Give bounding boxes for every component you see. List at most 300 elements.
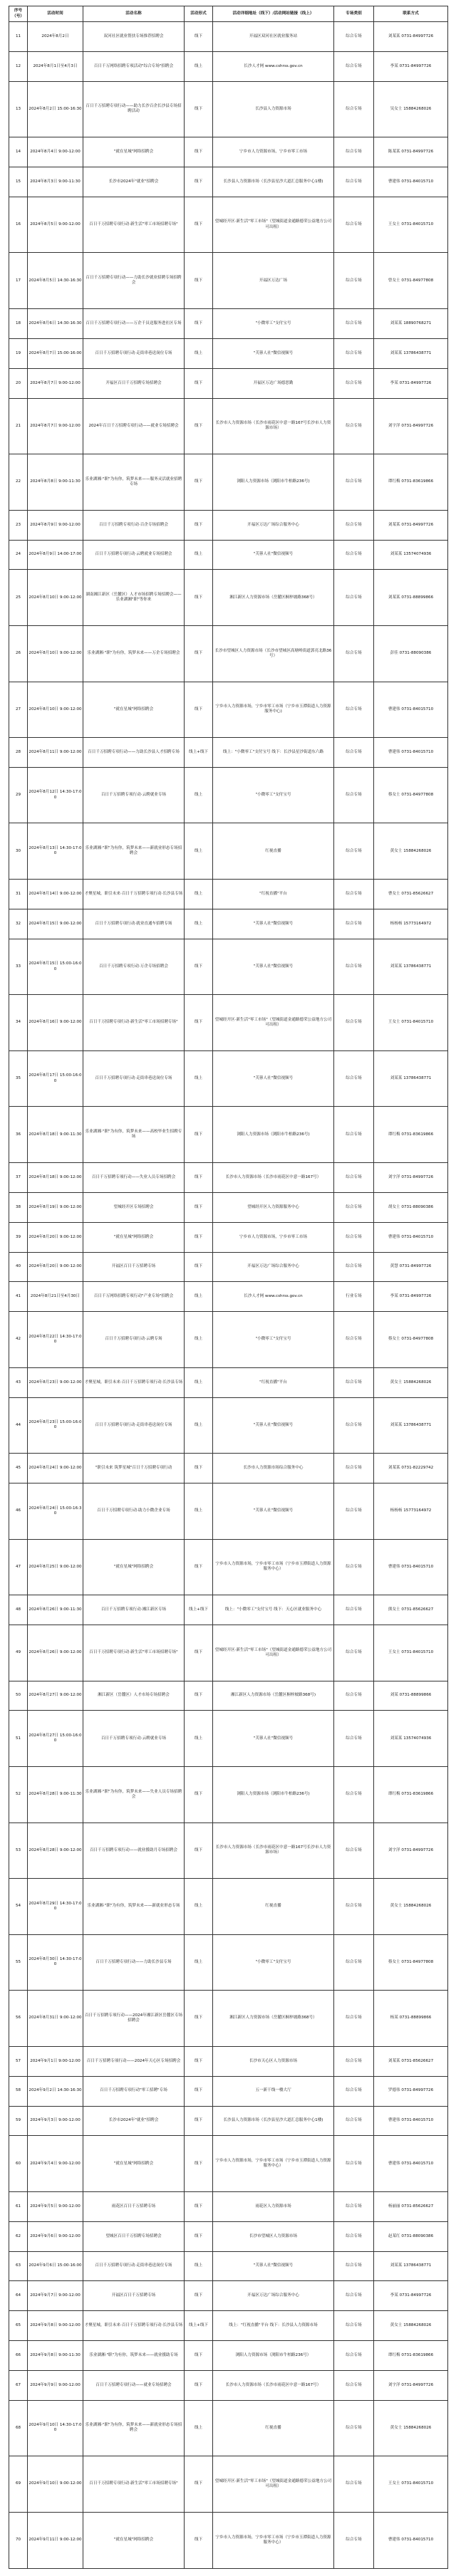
table-row: [9, 1397, 448, 1454]
event-time: 2024年9月8日 9:00-12:00: [28, 2311, 83, 2341]
event-form: 线上+线下: [185, 2311, 213, 2341]
event-form: 线上: [185, 823, 213, 880]
event-form: 线下: [185, 2281, 213, 2311]
event-category: 综合专场: [334, 1454, 374, 1483]
event-time: 2024年8月16日 9:00-12:00: [28, 995, 83, 1051]
event-address: 湘江新区人力资源市场（岳麓区桐梓坡路368号）: [213, 570, 334, 626]
event-contact: 王女士 0731-84015710: [374, 2456, 448, 2513]
event-address: 浏阳人力资源市场（浏阳市牛柏路236号): [213, 1766, 334, 1823]
table-row: [9, 1625, 448, 1681]
event-contact: 谭红梅 0731-83619866: [374, 1766, 448, 1823]
table-row: [9, 939, 448, 995]
event-time: 2024年8月14日 9:00-12:00: [28, 880, 83, 909]
event-category: 综合专场: [334, 1367, 374, 1397]
row-number: 36: [9, 1107, 28, 1163]
event-address: 开福区双河社区就业服务站: [213, 22, 334, 52]
event-category: 综合专场: [334, 1991, 374, 2047]
event-name: 望城区百日千万招聘专场招聘会: [83, 2221, 185, 2251]
event-address: 开福区万达广场综合服务中心: [213, 2281, 334, 2311]
table-row: [9, 510, 448, 540]
event-name: 百日千万招聘专项行动·百企专场招聘会: [83, 510, 185, 540]
row-number: 19: [9, 338, 28, 368]
event-category: 综合专场: [334, 1539, 374, 1595]
event-address: "芙蓉人社"微信视频号: [213, 1483, 334, 1539]
event-category: 综合专场: [334, 1397, 374, 1454]
event-form: 线上: [185, 1397, 213, 1454]
event-time: 2024年8月10日 9:00-12:00: [28, 625, 83, 682]
event-time: 2024年9月2日 14:30-16:30: [28, 2076, 83, 2106]
event-category: 综合专场: [334, 2400, 374, 2456]
event-form: 线下: [185, 2136, 213, 2192]
event-form: 线上: [185, 2251, 213, 2281]
row-number: 58: [9, 2076, 28, 2106]
row-number: 67: [9, 2370, 28, 2400]
event-time: 2024年8月7日 9:00-12:00: [28, 398, 83, 454]
event-name: "就在星城"网络招聘会: [83, 137, 185, 167]
event-name: 乐业湖湘·"职"为有你，筑梦未来——新就业形态专场招聘会: [83, 2400, 185, 2456]
event-category: 综合专场: [334, 823, 374, 880]
table-row: [9, 540, 448, 570]
row-number: 24: [9, 540, 28, 570]
event-address: 宁乡市人力资源市场，宁乡市零工市场（宁乡市玉潭街道人力资源服务中心）: [213, 2136, 334, 2192]
event-category: 综合专场: [334, 137, 374, 167]
event-time: 2024年9月10日 14:30-17:00: [28, 2400, 83, 2456]
table-row: [9, 368, 448, 398]
event-time: 2024年8月2日: [28, 22, 83, 52]
event-category: 综合专场: [334, 2311, 374, 2341]
table-row: [9, 137, 448, 167]
table-row: [9, 1934, 448, 1991]
event-contact: 曹女士 0731-85626627: [374, 880, 448, 909]
event-name: 乐业湖湘·"职"为有你，筑梦未来——失业人员专场招聘会: [83, 1766, 185, 1823]
event-category: 综合专场: [334, 2341, 374, 2371]
row-number: 21: [9, 398, 28, 454]
event-category: 综合专场: [334, 570, 374, 626]
event-address: 宁乡市人力资源市场，宁乡市零工市场: [213, 1222, 334, 1252]
event-address: 长沙市人力资源市场（长沙市雨花区中意一路167号）: [213, 1163, 334, 1193]
row-number: 68: [9, 2400, 28, 2456]
event-time: 2024年9月7日 9:00-12:00: [28, 2281, 83, 2311]
header-form: 活动形式: [185, 6, 213, 22]
row-number: 17: [9, 253, 28, 309]
event-time: 2024年8月4日 9:00-12:00: [28, 137, 83, 167]
row-number: 42: [9, 1312, 28, 1368]
row-number: 66: [9, 2341, 28, 2371]
event-contact: 刘某 0731-88899866: [374, 1681, 448, 1711]
event-address: 长沙市人力资源市场（长沙市雨花区中意一路167号长沙市人力资源市场）: [213, 1823, 334, 1879]
event-name: 百日千万招聘专项行动·新生活"零工市场招聘专场": [83, 2456, 185, 2513]
event-name: 双河社区就业帮扶专场推荐招聘会: [83, 22, 185, 52]
event-name: 乐业湖湘·"职"为有你，筑梦未来——新就业形态专场招聘会: [83, 823, 185, 880]
event-form: 线下: [185, 2221, 213, 2251]
event-form: 线上: [185, 880, 213, 909]
event-contact: 黄女士 15884268026: [374, 2400, 448, 2456]
row-number: 40: [9, 1252, 28, 1282]
row-number: 14: [9, 137, 28, 167]
event-form: 线下: [185, 1681, 213, 1711]
row-number: 34: [9, 995, 28, 1051]
row-number: 13: [9, 81, 28, 137]
event-contact: 曹建伟 0731-84015710: [374, 167, 448, 197]
event-address: "芙蓉人社"微信视频号: [213, 1050, 334, 1107]
event-form: 线下: [185, 625, 213, 682]
event-address: 开福区万达广场: [213, 253, 334, 309]
row-number: 50: [9, 1681, 28, 1711]
event-form: 线下: [185, 1163, 213, 1193]
event-address: 宁乡市人力资源市场，宁乡市零工市场（宁乡市玉潭街道人力资源服务中心）: [213, 1539, 334, 1595]
row-number: 62: [9, 2221, 28, 2251]
event-name: 百日千万招聘专项行动——失业人员专场招聘会: [83, 1163, 185, 1193]
event-form: 线下: [185, 1823, 213, 1879]
event-address: 宁乡市人力资源市场，宁乡市零工市场: [213, 137, 334, 167]
row-number: 16: [9, 197, 28, 253]
table-row: [9, 2076, 448, 2106]
row-number: 30: [9, 823, 28, 880]
event-contact: 李某 0731-84997726: [374, 2281, 448, 2311]
table-row: [9, 1681, 448, 1711]
event-address: 开福区万达广场德思勤: [213, 368, 334, 398]
event-time: 2024年8月6日 14:30-16:30: [28, 309, 83, 339]
table-row: [9, 767, 448, 823]
event-category: 综合专场: [334, 1483, 374, 1539]
header-no: 序号（号）: [9, 6, 28, 22]
event-category: 综合专场: [334, 939, 374, 995]
event-contact: 刘某某 13574074936: [374, 1711, 448, 1767]
event-form: 线上+线下: [185, 1595, 213, 1625]
event-category: 综合专场: [334, 1934, 374, 1991]
event-address: 浏阳人力资源市场（浏阳市牛柏路236号）: [213, 2341, 334, 2371]
event-category: 综合专场: [334, 338, 374, 368]
event-time: 2024年8月24日 9:00-12:00: [28, 1454, 83, 1483]
event-time: 2024年8月3日 9:00-11:30: [28, 167, 83, 197]
event-contact: 赵某红 0731-88090386: [374, 2221, 448, 2251]
event-form: 线下: [185, 682, 213, 738]
event-form: 线下: [185, 2106, 213, 2136]
event-name: 开福区百日千万招聘专场: [83, 2281, 185, 2311]
event-name: 百日千万网络招聘专项行动"产业专场"招聘会: [83, 1282, 185, 1312]
event-form: 线下: [185, 197, 213, 253]
event-category: 综合专场: [334, 167, 374, 197]
table-row: [9, 880, 448, 909]
header-address: 活动详细地址（线下）/活动网站链接（线上）: [213, 6, 334, 22]
event-address: "红视直播"平台: [213, 1367, 334, 1397]
row-number: 28: [9, 738, 28, 768]
row-number: 45: [9, 1454, 28, 1483]
event-form: 线下: [185, 22, 213, 52]
row-number: 18: [9, 309, 28, 339]
event-name: 望城经开区专场招聘会: [83, 1192, 185, 1222]
event-name: 百日千万招聘专项行动·走街串巷送岗位专场: [83, 1397, 185, 1454]
table-row: [9, 1595, 448, 1625]
event-category: 综合专场: [334, 625, 374, 682]
event-address: "芙蓉人社"微信视频号: [213, 338, 334, 368]
event-address: "芙蓉人社"微信视频号: [213, 939, 334, 995]
row-number: 49: [9, 1625, 28, 1681]
event-contact: 谭红梅 0731-83619866: [374, 1107, 448, 1163]
event-contact: 杨杨杨 15773164972: [374, 1483, 448, 1539]
row-number: 32: [9, 909, 28, 939]
row-number: 38: [9, 1192, 28, 1222]
row-number: 55: [9, 1934, 28, 1991]
event-category: 综合专场: [334, 51, 374, 81]
event-form: 线下: [185, 2076, 213, 2106]
event-time: 2024年8月18日 9:00-11:30: [28, 1107, 83, 1163]
row-number: 44: [9, 1397, 28, 1454]
event-contact: 刘某某 18890768271: [374, 309, 448, 339]
event-category: 综合专场: [334, 2370, 374, 2400]
event-name: 乐业湖湘·"职"为有你，筑梦未来——新就业形态专场: [83, 1879, 185, 1935]
event-form: 线下: [185, 1192, 213, 1222]
event-address: 宁乡市人力资源市场，宁乡市零工市场（宁乡市玉潭街道人力资源服务中心): [213, 682, 334, 738]
event-contact: 蔡女士 0731-84977808: [374, 1312, 448, 1368]
event-form: 线下: [185, 2046, 213, 2076]
event-form: 线上: [185, 540, 213, 570]
event-address: 五一新干线一楼大厅: [213, 2076, 334, 2106]
event-name: 才聚星城，职引未来·百日千万招聘专项行动·长沙县专场: [83, 1367, 185, 1397]
row-number: 69: [9, 2456, 28, 2513]
row-number: 48: [9, 1595, 28, 1625]
event-name: 开福区百日千万招聘专场: [83, 1252, 185, 1282]
event-name: 百日千万招聘专项行动——就业援助月专场招聘会: [83, 1823, 185, 1879]
row-number: 31: [9, 880, 28, 909]
header-contact: 联系方式: [374, 6, 448, 22]
event-form: 线上: [185, 909, 213, 939]
table-row: [9, 2046, 448, 2076]
table-row: [9, 1539, 448, 1595]
row-number: 63: [9, 2251, 28, 2281]
event-time: 2024年8月15日 9:00-12:00: [28, 909, 83, 939]
event-category: 综合专场: [334, 1192, 374, 1222]
event-category: 综合专场: [334, 81, 374, 137]
event-form: 线下: [185, 81, 213, 137]
event-time: 2024年8月20日 9:00-12:00: [28, 1252, 83, 1282]
event-contact: 刘某某 13786438771: [374, 338, 448, 368]
event-form: 线下: [185, 2341, 213, 2371]
event-time: 2024年8月2日 15:00-16:30: [28, 81, 83, 137]
event-form: 线下: [185, 309, 213, 339]
event-form: 线上: [185, 1934, 213, 1991]
event-category: 综合专场: [334, 2046, 374, 2076]
event-form: 线上+线下: [185, 738, 213, 768]
event-form: 线下: [185, 1252, 213, 1282]
event-category: 综合专场: [334, 2281, 374, 2311]
event-time: 2024年8月5日 14:30-16:30: [28, 253, 83, 309]
event-name: 百日千万招聘专项行动——力助长沙就业招聘专场招聘会: [83, 253, 185, 309]
event-time: 2024年8月28日 9:00-11:30: [28, 1766, 83, 1823]
event-form: 线上: [185, 51, 213, 81]
event-time: 2024年8月21日至4月30日: [28, 1282, 83, 1312]
row-number: 70: [9, 2512, 28, 2568]
event-category: 综合专场: [334, 197, 374, 253]
event-contact: 刘宇洋 0731-84997726: [374, 1163, 448, 1193]
event-contact: 刘某某 13786438771: [374, 939, 448, 995]
event-name: 百日千万招聘专项行动·走街串巷送岗位专场: [83, 338, 185, 368]
event-category: 综合专场: [334, 880, 374, 909]
event-contact: 曹建伟 0731-84015710: [374, 682, 448, 738]
event-address: "芙蓉人社"微信视频号: [213, 2251, 334, 2281]
event-category: 综合专场: [334, 1222, 374, 1252]
event-category: 综合专场: [334, 909, 374, 939]
table-row: [9, 398, 448, 454]
event-form: 线上: [185, 2400, 213, 2456]
row-number: 65: [9, 2311, 28, 2341]
event-category: 综合专场: [334, 767, 374, 823]
event-category: 综合专场: [334, 1681, 374, 1711]
event-address: 望城经开区·新生活"零工市场"（望城街道金通路德荣公益地方公司可出租）: [213, 197, 334, 253]
event-name: 百日千万招聘专项行动——助力长沙百企长沙县专场招聘活动: [83, 81, 185, 137]
table-row: [9, 81, 448, 137]
event-contact: 王女士 0731-84015710: [374, 995, 448, 1051]
event-form: 线下: [185, 1454, 213, 1483]
event-contact: 杨杨杨 15773164972: [374, 909, 448, 939]
event-name: 才聚星城，职引未来·百日千万招聘专项行动·长沙县专场: [83, 2311, 185, 2341]
event-name: 乐业湖湘·"职"为有你，筑梦未来——就业援助专场: [83, 2341, 185, 2371]
row-number: 29: [9, 767, 28, 823]
event-contact: 黄女士 15884268026: [374, 2311, 448, 2341]
event-category: 综合专场: [334, 2191, 374, 2221]
event-address: "红视直播"平台: [213, 880, 334, 909]
row-number: 56: [9, 1991, 28, 2047]
table-row: [9, 2311, 448, 2341]
event-form: 线下: [185, 570, 213, 626]
event-address: 望城经开区·新生活"零工市场"（望城街道金通路德荣公益地方公司可出租）: [213, 2456, 334, 2513]
table-row: [9, 2370, 448, 2400]
table-row: [9, 1454, 448, 1483]
event-address: 线上："红视直播"平台 线下：长沙县人力资源市场: [213, 2311, 334, 2341]
event-address: 浏阳人力资源市场（浏阳市牛柏路236号): [213, 454, 334, 511]
event-time: 2024年9月6日 9:00-12:00: [28, 2221, 83, 2251]
table-row: [9, 2512, 448, 2568]
row-number: 20: [9, 368, 28, 398]
table-row: [9, 2191, 448, 2221]
event-time: 2024年9月1日 9:00-12:00: [28, 2046, 83, 2076]
event-contact: 刘某某 0731-82229742: [374, 1454, 448, 1483]
event-contact: 杨丽丽 0731-85626627: [374, 2191, 448, 2221]
event-form: 线上: [185, 1050, 213, 1107]
event-time: 2024年8月11日 9:00-12:00: [28, 738, 83, 768]
event-time: 2024年8月12日 14:30-17:00: [28, 767, 83, 823]
event-address: 长沙县人力资源市场（长沙县星沙大道汇总服务中心1楼): [213, 2106, 334, 2136]
event-category: 综合专场: [334, 1163, 374, 1193]
event-time: 2024年8月26日 9:00-11:30: [28, 1595, 83, 1625]
event-category: 综合专场: [334, 682, 374, 738]
event-name: 乐业湖湘·"职"为有你，筑梦未来——万企专场招聘会: [83, 625, 185, 682]
event-contact: 陈某某 0731-84997726: [374, 137, 448, 167]
event-contact: 刘某某 13786438771: [374, 1050, 448, 1107]
event-time: 2024年8月7日 9:00-12:00: [28, 368, 83, 398]
event-contact: 李某 0731-84997726: [374, 51, 448, 81]
event-address: "小微零工"支付宝号: [213, 1934, 334, 1991]
event-address: 长沙人才网 www.cshrss.gov.cn: [213, 51, 334, 81]
event-name: 百日千万招聘专项行动·云聘专场: [83, 1312, 185, 1368]
event-time: 2024年8月26日 9:00-12:00: [28, 1625, 83, 1681]
event-category: 综合专场: [334, 253, 374, 309]
event-name: 百日千万招聘专项行动·就业直通车招聘专场: [83, 909, 185, 939]
event-category: 综合专场: [334, 2076, 374, 2106]
event-address: 长沙市人力资源市场（长沙市雨花区中意一路167号）: [213, 2370, 334, 2400]
row-number: 27: [9, 682, 28, 738]
event-address: 长沙市望城区人力资源市场（长沙市望城区高塘岭街道郭亮北路36号）: [213, 625, 334, 682]
event-form: 线下: [185, 398, 213, 454]
row-number: 46: [9, 1483, 28, 1539]
table-row: [9, 2251, 448, 2281]
event-contact: 彭佳 0731-88090386: [374, 625, 448, 682]
event-form: 线下: [185, 1766, 213, 1823]
event-name: 百日千万招聘专项行动·新生活"零工市场招聘专场": [83, 995, 185, 1051]
event-category: 行业专场: [334, 1282, 374, 1312]
event-category: 综合专场: [334, 2106, 374, 2136]
event-address: 浏阳人力资源市场（浏阳市牛柏路236号): [213, 1107, 334, 1163]
table-row: [9, 1483, 448, 1539]
event-name: 乐业湖湘·"职"为有你，筑梦未来——高校毕业生招聘专场: [83, 1107, 185, 1163]
event-name: 百日千万招聘专项行动——力助长沙县人才招聘专场: [83, 738, 185, 768]
table-row: [9, 1367, 448, 1397]
event-name: 百日千万招聘专项行动·助力小微企业专场: [83, 1483, 185, 1539]
table-row: [9, 682, 448, 738]
event-address: "小微零工"支付宝号: [213, 309, 334, 339]
table-row: [9, 2136, 448, 2192]
event-contact: 黄女士 15884268026: [374, 1367, 448, 1397]
event-form: 线上: [185, 1312, 213, 1368]
event-category: 综合专场: [334, 398, 374, 454]
row-number: 59: [9, 2106, 28, 2136]
event-time: 2024年8月24日 15:00-16:30: [28, 1483, 83, 1539]
table-row: [9, 625, 448, 682]
table-row: [9, 309, 448, 339]
event-address: "小微零工"支付宝号: [213, 1312, 334, 1368]
event-contact: 曹建伟 0731-84015710: [374, 1539, 448, 1595]
event-contact: 谭红梅 0731-83619866: [374, 2341, 448, 2371]
event-name: 百日千万招聘专项行动——万企千员送服务进社区专场: [83, 309, 185, 339]
event-form: 线上: [185, 338, 213, 368]
event-name: 开福区百日千万招聘专场招聘会: [83, 368, 185, 398]
event-address: 宁乡市人力资源市场，宁乡市零工市场（宁乡市玉潭街道人力资源服务中心）: [213, 2512, 334, 2568]
event-address: 红视直播: [213, 823, 334, 880]
table-row: [9, 1163, 448, 1193]
table-row: [9, 1823, 448, 1879]
table-row: [9, 338, 448, 368]
event-contact: 吴女士 15884268026: [374, 81, 448, 137]
event-form: 线下: [185, 2456, 213, 2513]
table-row: [9, 570, 448, 626]
event-contact: 刘某某 13574074936: [374, 540, 448, 570]
event-contact: 刘某某 13786438771: [374, 2251, 448, 2281]
event-name: "就在星城"网络招聘会: [83, 2136, 185, 2192]
event-contact: 刘宇洋 0731-84997726: [374, 2370, 448, 2400]
event-address: 线上："小微零工"支付宝号 线下：长沙县星沙街道东六路: [213, 738, 334, 768]
event-category: 综合专场: [334, 454, 374, 511]
event-address: 湘江新区人力资源市场（岳麓区桐梓坡路368号）: [213, 1991, 334, 2047]
event-time: 2024年8月15日 15:00-16:00: [28, 939, 83, 995]
row-number: 15: [9, 167, 28, 197]
event-category: 综合专场: [334, 1050, 374, 1107]
event-contact: 刘某某 0731-84997726: [374, 510, 448, 540]
event-time: 2024年9月9日 9:00-12:00: [28, 2370, 83, 2400]
event-name: "就在星城"网络招聘会: [83, 1539, 185, 1595]
table-row: [9, 909, 448, 939]
table-row: [9, 51, 448, 81]
event-address: 湘江新区人力资源市场（岳麓区桐梓坡路368号): [213, 1681, 334, 1711]
event-form: 线上: [185, 1879, 213, 1935]
event-form: 线下: [185, 1539, 213, 1595]
event-time: 2024年9月4日 9:00-12:00: [28, 2136, 83, 2192]
event-address: "芙蓉人社"微信视频号: [213, 540, 334, 570]
event-time: 2024年8月1日至4月3日: [28, 51, 83, 81]
table-row: [9, 1282, 448, 1312]
event-address: 长沙市望城区人力资源市场: [213, 2221, 334, 2251]
event-contact: 刘某某 13786438771: [374, 1397, 448, 1454]
event-time: 2024年8月27日 9:00-12:00: [28, 1681, 83, 1711]
